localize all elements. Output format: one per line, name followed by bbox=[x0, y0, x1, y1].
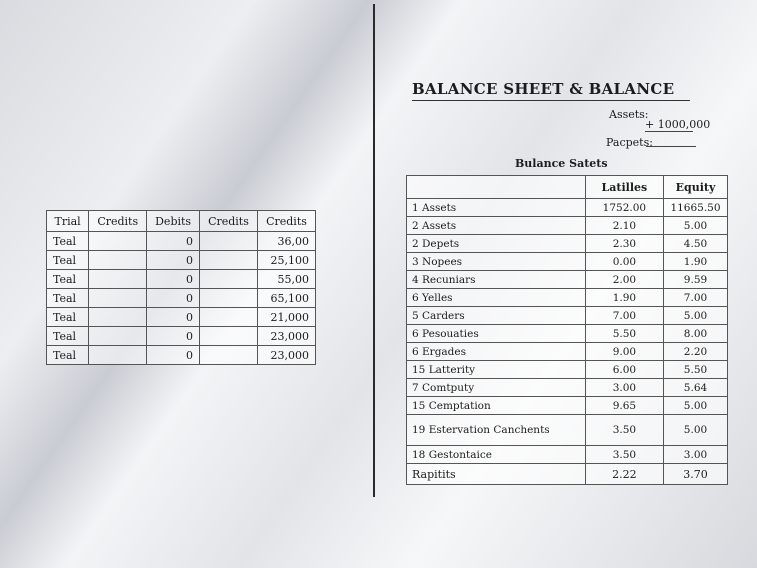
table-cell bbox=[199, 270, 257, 289]
table-cell bbox=[199, 327, 257, 346]
balance-sheet-table bbox=[406, 175, 728, 485]
table-cell: 0 bbox=[147, 251, 200, 270]
table-cell: 23,000 bbox=[257, 346, 315, 365]
table-cell: 21,000 bbox=[257, 308, 315, 327]
pacpets-label: Pacpets: bbox=[606, 136, 653, 149]
row-label: 7 Comtputy bbox=[407, 379, 586, 397]
table-cell: Teal bbox=[47, 289, 89, 308]
table-row bbox=[47, 270, 316, 289]
table-row bbox=[407, 343, 728, 361]
row-label: 19 Estervation Canchents bbox=[407, 415, 586, 446]
table-row bbox=[407, 217, 728, 235]
row-equity: 11665.50 bbox=[663, 199, 727, 217]
row-label: 6 Ergades bbox=[407, 343, 586, 361]
row-label: 6 Yelles bbox=[407, 289, 586, 307]
table-row bbox=[407, 289, 728, 307]
table-cell: Teal bbox=[47, 308, 89, 327]
table-cell: 0 bbox=[147, 270, 200, 289]
table-row bbox=[407, 235, 728, 253]
row-equity: 9.59 bbox=[663, 271, 727, 289]
row-equity: 3.00 bbox=[663, 446, 727, 464]
row-label: 5 Carders bbox=[407, 307, 586, 325]
row-equity: 5.50 bbox=[663, 361, 727, 379]
table-row bbox=[407, 271, 728, 289]
table-cell bbox=[89, 251, 147, 270]
table-row bbox=[47, 232, 316, 251]
table-cell bbox=[89, 270, 147, 289]
balance-header-row bbox=[407, 176, 728, 199]
row-label: 2 Depets bbox=[407, 235, 586, 253]
table-cell bbox=[199, 289, 257, 308]
row-equity: 4.50 bbox=[663, 235, 727, 253]
table-cell bbox=[199, 232, 257, 251]
table-cell bbox=[89, 308, 147, 327]
row-equity: 7.00 bbox=[663, 289, 727, 307]
row-label: 15 Cemptation bbox=[407, 397, 586, 415]
trial-header-cell: Credits bbox=[199, 211, 257, 232]
table-row bbox=[407, 253, 728, 271]
table-row bbox=[407, 446, 728, 464]
table-cell: Teal bbox=[47, 270, 89, 289]
row-label: 2 Assets bbox=[407, 217, 586, 235]
row-equity: 5.00 bbox=[663, 217, 727, 235]
section-title: Bulance Satets bbox=[515, 157, 608, 170]
row-latilles: 2.30 bbox=[585, 235, 663, 253]
assets-label: Assets: bbox=[609, 108, 649, 121]
table-row bbox=[407, 361, 728, 379]
table-cell bbox=[89, 232, 147, 251]
balance-header-cell: Equity bbox=[663, 176, 727, 199]
row-latilles: 7.00 bbox=[585, 307, 663, 325]
page-divider bbox=[373, 4, 375, 497]
table-cell: 65,100 bbox=[257, 289, 315, 308]
row-equity: 8.00 bbox=[663, 325, 727, 343]
row-label: Rapitits bbox=[407, 464, 586, 485]
table-row bbox=[47, 308, 316, 327]
row-equity: 5.00 bbox=[663, 415, 727, 446]
pacpets-blank-line bbox=[646, 145, 696, 147]
row-label: 3 Nopees bbox=[407, 253, 586, 271]
table-cell: 0 bbox=[147, 289, 200, 308]
row-latilles: 0.00 bbox=[585, 253, 663, 271]
table-row bbox=[47, 251, 316, 270]
row-latilles: 2.10 bbox=[585, 217, 663, 235]
row-label: 1 Assets bbox=[407, 199, 586, 217]
row-latilles: 1752.00 bbox=[585, 199, 663, 217]
row-latilles: 3.50 bbox=[585, 415, 663, 446]
balance-header-cell bbox=[407, 176, 586, 199]
trial-header-row bbox=[47, 211, 316, 232]
row-equity: 5.00 bbox=[663, 307, 727, 325]
table-row bbox=[47, 346, 316, 365]
table-cell bbox=[89, 346, 147, 365]
table-row bbox=[47, 327, 316, 346]
table-row bbox=[407, 464, 728, 485]
document-title: BALANCE SHEET & BALANCE bbox=[412, 80, 690, 101]
row-latilles: 3.50 bbox=[585, 446, 663, 464]
row-latilles: 9.00 bbox=[585, 343, 663, 361]
row-latilles: 6.00 bbox=[585, 361, 663, 379]
table-row bbox=[47, 289, 316, 308]
row-label: 6 Pesouaties bbox=[407, 325, 586, 343]
row-label: 18 Gestontaice bbox=[407, 446, 586, 464]
row-equity: 5.00 bbox=[663, 397, 727, 415]
assets-value: + 1000,000 bbox=[645, 118, 711, 131]
table-cell bbox=[199, 346, 257, 365]
row-latilles: 5.50 bbox=[585, 325, 663, 343]
row-equity: 3.70 bbox=[663, 464, 727, 485]
table-cell: Teal bbox=[47, 346, 89, 365]
table-row bbox=[407, 415, 728, 446]
table-cell: Teal bbox=[47, 232, 89, 251]
table-cell: 0 bbox=[147, 232, 200, 251]
table-row bbox=[407, 379, 728, 397]
row-latilles: 3.00 bbox=[585, 379, 663, 397]
row-equity: 2.20 bbox=[663, 343, 727, 361]
trial-balance-table bbox=[46, 210, 316, 365]
table-row bbox=[407, 307, 728, 325]
table-cell: 0 bbox=[147, 327, 200, 346]
table-cell: 36,00 bbox=[257, 232, 315, 251]
table-cell bbox=[199, 308, 257, 327]
trial-header-cell: Debits bbox=[147, 211, 200, 232]
table-cell: 0 bbox=[147, 308, 200, 327]
row-latilles: 9.65 bbox=[585, 397, 663, 415]
table-row bbox=[407, 325, 728, 343]
row-latilles: 2.00 bbox=[585, 271, 663, 289]
table-cell: Teal bbox=[47, 327, 89, 346]
balance-header-cell: Latilles bbox=[585, 176, 663, 199]
trial-header-cell: Credits bbox=[257, 211, 315, 232]
row-equity: 5.64 bbox=[663, 379, 727, 397]
trial-header-cell: Trial bbox=[47, 211, 89, 232]
table-row bbox=[407, 199, 728, 217]
table-cell: 23,000 bbox=[257, 327, 315, 346]
trial-header-cell: Credits bbox=[89, 211, 147, 232]
row-label: 15 Latterity bbox=[407, 361, 586, 379]
table-cell: 25,100 bbox=[257, 251, 315, 270]
row-label: 4 Recuniars bbox=[407, 271, 586, 289]
table-cell: Teal bbox=[47, 251, 89, 270]
table-cell: 0 bbox=[147, 346, 200, 365]
row-latilles: 1.90 bbox=[585, 289, 663, 307]
row-equity: 1.90 bbox=[663, 253, 727, 271]
table-row bbox=[407, 397, 728, 415]
table-cell bbox=[89, 289, 147, 308]
table-cell bbox=[89, 327, 147, 346]
table-cell: 55,00 bbox=[257, 270, 315, 289]
row-latilles: 2.22 bbox=[585, 464, 663, 485]
table-cell bbox=[199, 251, 257, 270]
